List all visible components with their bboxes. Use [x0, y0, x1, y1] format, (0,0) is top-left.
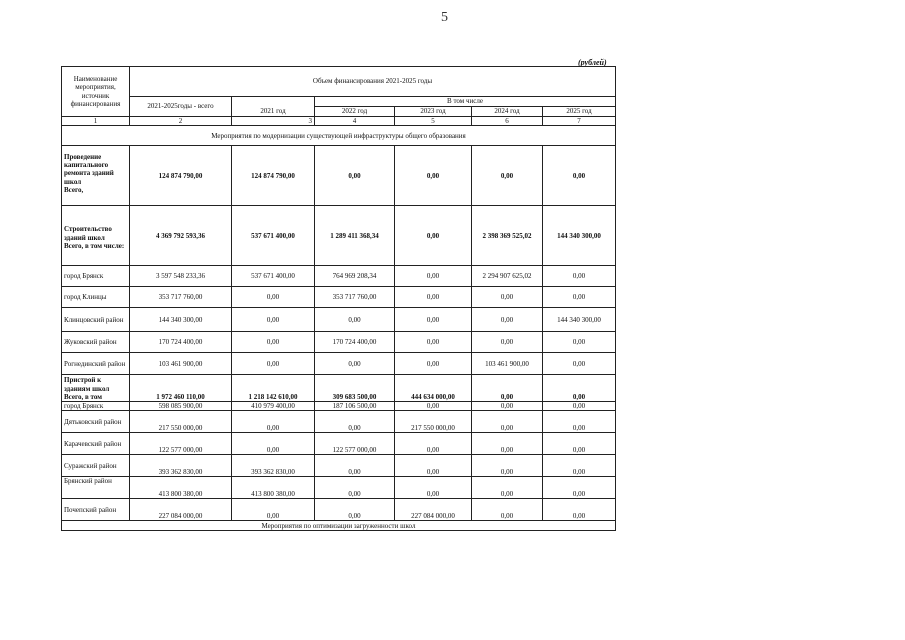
cell-value: 0,00 [543, 287, 616, 308]
repair-2024: 0,00 [472, 146, 543, 206]
extension-2023: 444 634 000,00 [395, 375, 472, 402]
cell-value: 598 085 900,00 [130, 402, 232, 411]
cell-value: 122 577 000,00 [130, 433, 232, 455]
cell-value: 0,00 [315, 308, 395, 332]
row-name: Карачевский район [62, 433, 130, 455]
extension-label: Пристрой к зданиям школ [62, 375, 130, 393]
cell-value: 0,00 [543, 499, 616, 521]
header-year-2021: 2021 год [232, 107, 315, 117]
cell-value: 0,00 [232, 353, 315, 375]
table-row [62, 402, 616, 411]
cell-value: 393 362 830,00 [130, 455, 232, 477]
row-name: Клинцовский район [62, 308, 130, 332]
row-name: Почепский район [62, 499, 130, 521]
cell-value: 0,00 [232, 308, 315, 332]
cell-value: 170 724 400,00 [315, 332, 395, 353]
cell-value: 0,00 [543, 332, 616, 353]
cell-value: 0,00 [315, 411, 395, 433]
cell-value: 393 362 830,00 [232, 455, 315, 477]
construction-2024: 2 398 369 525,02 [472, 206, 543, 266]
repair-2025: 0,00 [543, 146, 616, 206]
table-row [62, 499, 616, 521]
repair-2023: 0,00 [395, 146, 472, 206]
cell-value: 0,00 [472, 332, 543, 353]
header-year-2024: 2024 год [472, 107, 543, 117]
cell-value: 0,00 [543, 266, 616, 287]
construction-2023: 0,00 [395, 206, 472, 266]
header-total: 2021-2025годы - всего [130, 97, 232, 117]
construction-2025: 144 340 300,00 [543, 206, 616, 266]
cell-value: 0,00 [543, 477, 616, 499]
col-number: 5 [395, 117, 472, 126]
col-number: 2 [130, 117, 232, 126]
cell-value: 0,00 [543, 353, 616, 375]
cell-value: 0,00 [395, 402, 472, 411]
cell-value: 0,00 [395, 477, 472, 499]
cell-value: 0,00 [472, 499, 543, 521]
cell-value: 0,00 [232, 332, 315, 353]
construction-2022: 1 289 411 368,34 [315, 206, 395, 266]
cell-value: 0,00 [395, 433, 472, 455]
table-row [62, 433, 616, 455]
section-title-modernization: Мероприятия по модернизации существующей инфраструктуры общего образования [62, 126, 616, 146]
cell-value: 0,00 [232, 411, 315, 433]
header-including: В том числе [315, 97, 616, 107]
repair-label: Проведение капитального ремонта зданий школ [62, 146, 130, 186]
cell-value: 187 106 500,00 [315, 402, 395, 411]
cell-value: 144 340 300,00 [543, 308, 616, 332]
cell-value: 0,00 [315, 353, 395, 375]
row-name: город Клинцы [62, 287, 130, 308]
table-row [62, 411, 616, 433]
cell-value: 0,00 [543, 411, 616, 433]
cell-value: 353 717 760,00 [315, 287, 395, 308]
construction-total: 4 369 792 593,36 [130, 206, 232, 266]
cell-value: 0,00 [395, 455, 472, 477]
table-row [62, 332, 616, 353]
construction-label-total: Всего, в том числе: [62, 242, 130, 266]
table-row [62, 455, 616, 477]
cell-value: 410 979 400,00 [232, 402, 315, 411]
row-name: Суражский район [62, 455, 130, 477]
extension-2022: 309 683 500,00 [315, 375, 395, 402]
header-year-2023: 2023 год [395, 107, 472, 117]
col-number: 6 [472, 117, 543, 126]
section-title-optimization: Мероприятия по оптимизации загруженности школ [62, 521, 616, 531]
col-number: 1 [62, 117, 130, 126]
cell-value: 537 671 400,00 [232, 266, 315, 287]
table-row [62, 308, 616, 332]
cell-value: 0,00 [543, 455, 616, 477]
extension-label-total: Всего, в том [62, 393, 130, 402]
cell-value: 0,00 [232, 499, 315, 521]
repair-2021: 124 874 790,00 [232, 146, 315, 206]
cell-value: 0,00 [395, 266, 472, 287]
cell-value: 0,00 [472, 287, 543, 308]
financing-table [61, 66, 616, 531]
cell-value: 217 550 000,00 [395, 411, 472, 433]
cell-value: 0,00 [472, 433, 543, 455]
row-name: город Брянск [62, 266, 130, 287]
cell-value: 0,00 [472, 455, 543, 477]
header-blank [232, 97, 315, 107]
cell-value: 227 084 000,00 [130, 499, 232, 521]
cell-value: 0,00 [395, 287, 472, 308]
cell-value: 103 461 900,00 [472, 353, 543, 375]
header-name-col: Наименование мероприятия, источник финансирования [62, 67, 130, 117]
construction-2021: 537 671 400,00 [232, 206, 315, 266]
table-row [62, 353, 616, 375]
cell-value: 0,00 [232, 433, 315, 455]
cell-value: 170 724 400,00 [130, 332, 232, 353]
cell-value: 227 084 000,00 [395, 499, 472, 521]
cell-value: 0,00 [395, 353, 472, 375]
extension-2021: 1 218 142 610,00 [232, 375, 315, 402]
construction-label: Строительство зданий школ [62, 206, 130, 242]
cell-value: 217 550 000,00 [130, 411, 232, 433]
extension-2024: 0,00 [472, 375, 543, 402]
repair-total: 124 874 790,00 [130, 146, 232, 206]
row-name: Брянский район [62, 477, 130, 499]
cell-value: 413 800 380,00 [232, 477, 315, 499]
cell-value: 0,00 [472, 411, 543, 433]
col-number: 4 [315, 117, 395, 126]
header-year-2022: 2022 год [315, 107, 395, 117]
units-label: (рублей) [578, 58, 607, 67]
cell-value: 0,00 [315, 499, 395, 521]
repair-2022: 0,00 [315, 146, 395, 206]
cell-value: 353 717 760,00 [130, 287, 232, 308]
extension-2025: 0,00 [543, 375, 616, 402]
cell-value: 122 577 000,00 [315, 433, 395, 455]
cell-value: 3 597 548 233,36 [130, 266, 232, 287]
cell-value: 0,00 [543, 402, 616, 411]
cell-value: 0,00 [315, 477, 395, 499]
col-number: 7 [543, 117, 616, 126]
cell-value: 103 461 900,00 [130, 353, 232, 375]
cell-value: 0,00 [472, 308, 543, 332]
cell-value: 0,00 [472, 402, 543, 411]
row-name: Рогнединский район [62, 353, 130, 375]
cell-value: 144 340 300,00 [130, 308, 232, 332]
cell-value: 413 800 380,00 [130, 477, 232, 499]
repair-label-total: Всего, [62, 186, 130, 206]
cell-value: 0,00 [232, 287, 315, 308]
header-year-2025: 2025 год [543, 107, 616, 117]
cell-value: 0,00 [472, 477, 543, 499]
table-row [62, 266, 616, 287]
row-name: город Брянск [62, 402, 130, 411]
col-number: 3 [232, 117, 315, 126]
cell-value: 0,00 [395, 308, 472, 332]
header-volume: Объем финансирования 2021-2025 годы [130, 67, 616, 97]
page-number: 5 [441, 10, 448, 25]
row-name: Дятьковский район [62, 411, 130, 433]
cell-value: 764 969 208,34 [315, 266, 395, 287]
extension-total: 1 972 460 110,00 [130, 375, 232, 402]
cell-value: 2 294 907 625,02 [472, 266, 543, 287]
cell-value: 0,00 [543, 433, 616, 455]
row-name: Жуковский район [62, 332, 130, 353]
cell-value: 0,00 [315, 455, 395, 477]
table-row [62, 477, 616, 499]
table-row [62, 287, 616, 308]
cell-value: 0,00 [395, 332, 472, 353]
